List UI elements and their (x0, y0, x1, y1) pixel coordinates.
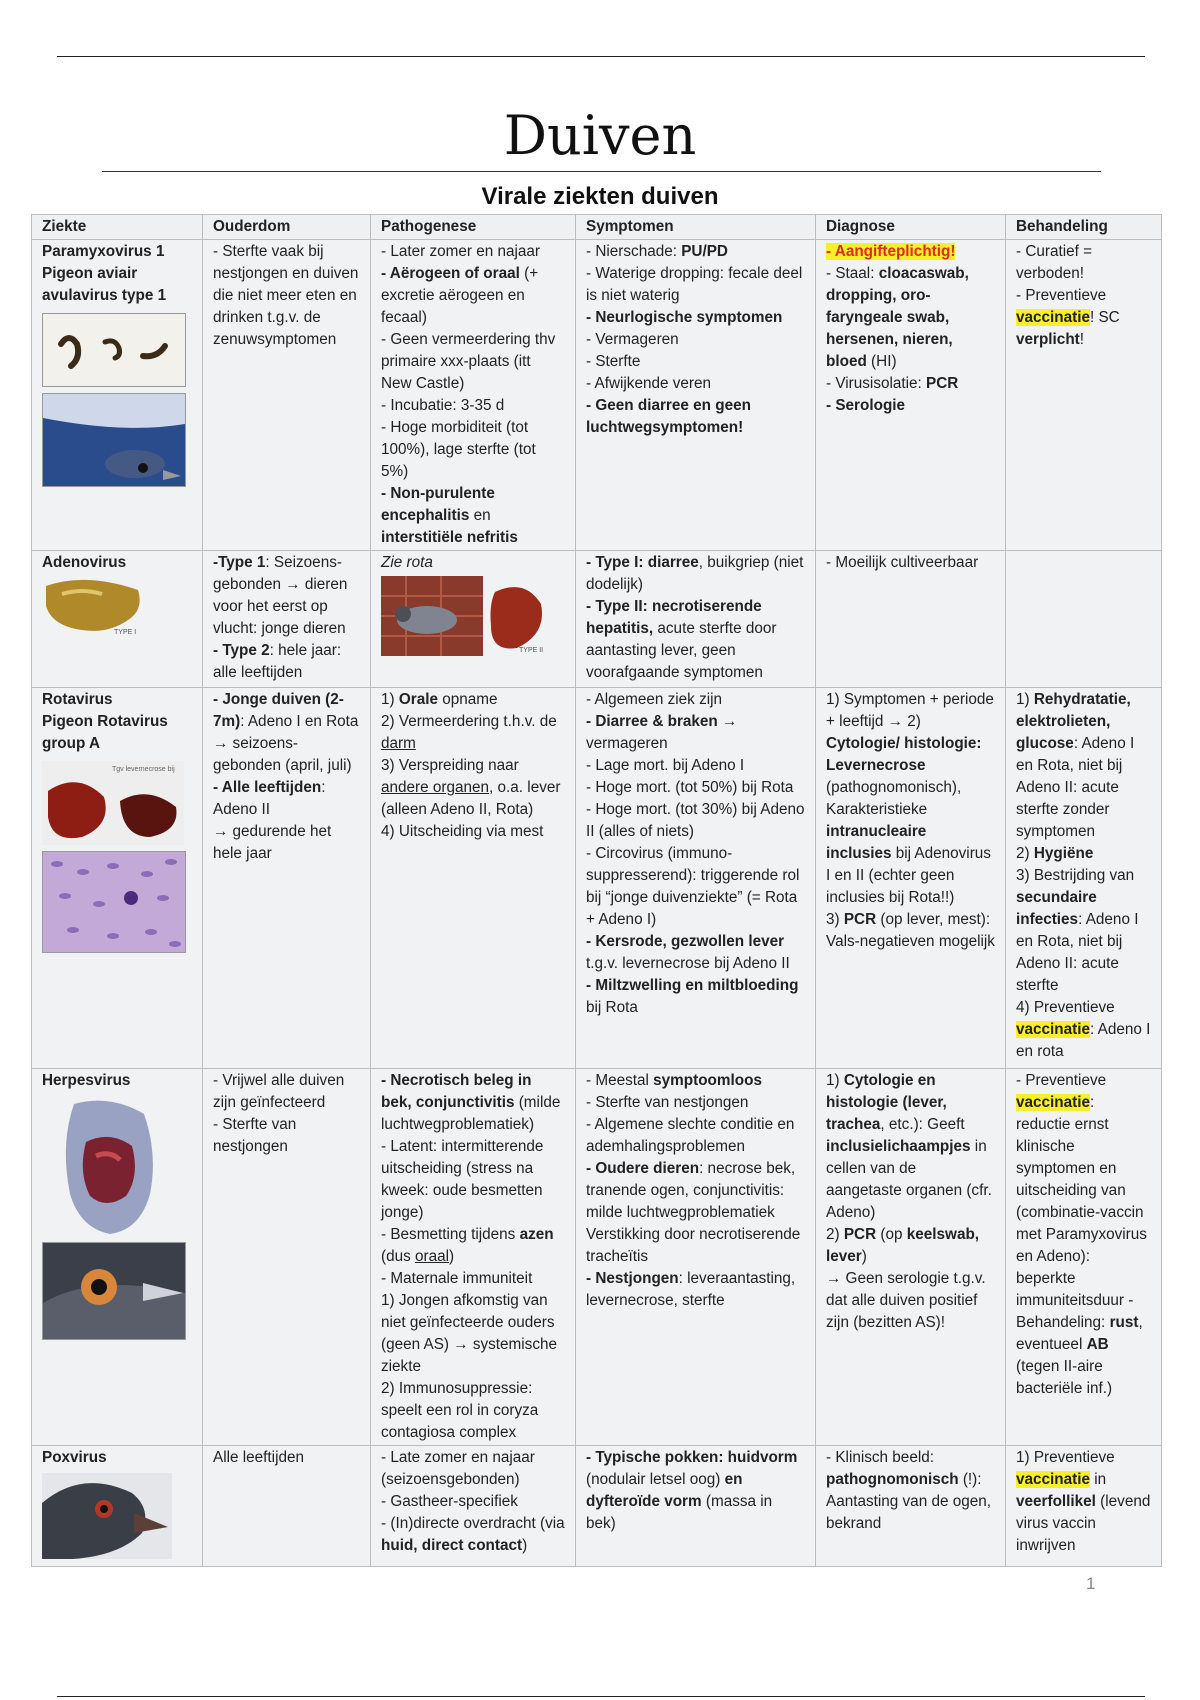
symp-bold: PU/PD (681, 243, 728, 260)
behan-text: 2) (1016, 845, 1034, 862)
cell-ziekte (32, 240, 203, 551)
symp-text: (nodulair letsel oog) (586, 1471, 725, 1488)
vaccination-highlight: vaccinatie (1016, 1471, 1090, 1488)
cell-ouderdom (203, 551, 371, 688)
diag-line (826, 241, 995, 263)
behan-line (1016, 1447, 1151, 1557)
path-line (381, 1224, 565, 1268)
symp-bold: - Typische pokken: huidvorm (586, 1449, 798, 1466)
adeno-pigeon-liver-photo (381, 576, 551, 656)
diag-text: (HI) (866, 353, 897, 370)
symp-line (586, 596, 805, 684)
diag-text: (pathognomonisch), Karakteristieke (826, 779, 962, 818)
path-line (381, 483, 565, 549)
diag-text: - Staal: (826, 265, 879, 282)
diag-text: 3) (826, 911, 844, 928)
cell-diagnose (816, 240, 1006, 551)
path-text: 1) (381, 691, 399, 708)
path-text: ) (522, 1537, 528, 1554)
page-number: 1 (1086, 1574, 1096, 1593)
cell-ziekte (32, 551, 203, 688)
behan-bold: verplicht (1016, 331, 1080, 348)
diag-line (826, 909, 995, 953)
symp-line: - Geen diarree en geen luchtwegsymptomen! (586, 397, 751, 436)
cell-behandeling (1006, 240, 1162, 551)
diag-bold: PCR (843, 1226, 877, 1243)
path-text: (dus (381, 1248, 416, 1265)
path-line: - Latent: intermitterende uitscheiding (stress na kweek: oude besmetten jonge) (381, 1138, 544, 1221)
path-line: - Geen vermeerdering thv primaire xxx-plaats (itt New Castle) (381, 331, 556, 392)
disease-table (31, 214, 1162, 1567)
diag-line: - Moeilijk cultiveerbaar (826, 554, 979, 571)
adeno-intestine-photo (42, 576, 146, 640)
vaccination-highlight: vaccinatie (1016, 1021, 1090, 1038)
symp-bold: - Diarree & braken → (586, 713, 738, 730)
symp-line (586, 241, 805, 263)
page-title: Duiven (503, 104, 697, 167)
herpes-eye-photo (42, 1242, 186, 1340)
paramyxo-feces-photo (42, 313, 186, 387)
diag-line (826, 689, 995, 909)
diag-text: in cellen van de aangetaste organen (cfr. Adeno) (826, 1138, 992, 1221)
path-underline: darm (381, 735, 416, 752)
ouderdom-line: - Vrijwel alle duiven zijn geïnfecteerd (213, 1072, 345, 1111)
path-bold: - Necrotisch beleg in bek, conjunctivitis (381, 1072, 532, 1111)
diag-bold: inclusielichaampjes (826, 1138, 971, 1155)
ouderdom-line: Alle leeftijden (213, 1449, 304, 1466)
symp-line: - Lage mort. bij Adeno I (586, 757, 745, 774)
path-line: Zie rota (381, 554, 433, 571)
ouderdom-text: : Adeno I en Rota → seizoens-gebonden (april, juli) (213, 713, 359, 774)
ouderdom-line: - Sterfte van nestjongen (213, 1116, 297, 1155)
path-line (381, 1513, 565, 1557)
symp-line (586, 975, 805, 1019)
disease-name-line2: Pigeon Rotavirus (42, 713, 168, 730)
path-line: - Late zomer en najaar (seizoensgebonden) (381, 1449, 535, 1488)
diag-text: (!): Aantasting van de ogen, bekrand (826, 1471, 991, 1532)
symp-line (586, 711, 805, 755)
symp-text: vermageren (586, 735, 668, 752)
pox-pigeon-photo (42, 1473, 172, 1559)
path-line: - Maternale immuniteit (381, 1270, 533, 1287)
behan-bold: secundaire infecties (1016, 889, 1097, 928)
header-diagnose: Diagnose (816, 215, 1006, 240)
diag-line (826, 1070, 995, 1224)
cell-symptomen (576, 551, 816, 688)
symp-text: (massa in bek) (586, 1493, 773, 1532)
behan-text: - Preventieve (1016, 1072, 1107, 1089)
diag-line (826, 373, 995, 395)
cell-diagnose (816, 551, 1006, 688)
disease-name: Poxvirus (42, 1449, 107, 1466)
behan-bold: Rehydratatie, elektrolieten, glucose (1016, 691, 1131, 752)
ouderdom-text: : Seizoens-gebonden → dieren voor het eerst op vlucht: jonge dieren (213, 554, 348, 637)
behan-line: - Curatief = verboden! (1016, 243, 1093, 282)
path-line: - Hoge morbiditeit (tot 100%), lage sterfte (tot 5%) (381, 419, 536, 480)
diag-line: - Serologie (826, 397, 906, 414)
diag-text: (op lever, mest): Vals-negatieven mogelijk (826, 911, 995, 950)
cell-behandeling (1006, 551, 1162, 688)
behan-bold: AB (1086, 1336, 1109, 1353)
behan-line (1016, 285, 1151, 351)
behan-text: ! (1079, 331, 1085, 348)
symp-text: t.g.v. levernecrose bij Adeno II (586, 955, 790, 972)
symp-bold: en dyfteroïde vorm (586, 1471, 743, 1510)
cell-ziekte (32, 1069, 203, 1446)
symp-bold: - Type I: diarree (586, 554, 699, 571)
path-line: - Incubatie: 3-35 d (381, 397, 505, 414)
table-header-row (32, 215, 1162, 240)
header-ziekte: Ziekte (32, 215, 203, 240)
path-text: , o.a. lever (alleen Adeno II, Rota) (381, 779, 561, 818)
path-bold: Orale (398, 691, 438, 708)
symp-line: - Circovirus (immuno-suppresserend): triggerende rol bij “jonge duivenziekte” (= Rota + Adeno I) (586, 845, 800, 928)
symp-bold: - Miltzwelling en miltbloeding (586, 977, 799, 994)
symp-text: acute sterfte door aantasting lever, geen voorafgaande symptomen (586, 620, 777, 681)
symp-text: - Meestal (586, 1072, 654, 1089)
ouderdom-line (213, 777, 360, 821)
symp-line (586, 1447, 805, 1535)
cell-diagnose (816, 1069, 1006, 1446)
disease-name: Rotavirus (42, 691, 113, 708)
diag-bold: Cytologie/ histologie: Levernecrose (826, 735, 982, 774)
behan-line (1016, 997, 1151, 1063)
behan-text: 1) Preventieve (1016, 1449, 1115, 1466)
path-line: - Gastheer-specifiek (381, 1493, 518, 1510)
behan-text: : Adeno I en Rota, niet bij Adeno II: acute sterfte (1016, 911, 1139, 994)
cell-ziekte (32, 688, 203, 1069)
path-text: opname (437, 691, 498, 708)
table-row-poxvirus (32, 1446, 1162, 1567)
cell-diagnose (816, 688, 1006, 1069)
path-line: - Later zomer en najaar (381, 243, 540, 260)
diag-bold: cloacaswab, dropping, oro-faryngeale swab, hersenen, nieren, bloed (826, 265, 969, 370)
symp-text: , buikgriep (niet dodelijk) (586, 554, 804, 593)
diag-text: - Klinisch beeld: (826, 1449, 934, 1466)
diag-bold: intranucleaire inclusies (826, 823, 927, 862)
path-line (381, 1070, 565, 1136)
behan-text: : reductie ernst klinische symptomen en uitscheiding van (combinatie-vaccin met Paramyxovirus en Adeno): beperkte immuniteitsduur - Behandeling: (1016, 1094, 1147, 1331)
symp-line: - Sterfte (586, 353, 641, 370)
behan-line (1016, 689, 1151, 843)
image-caption: TYPE II (519, 647, 544, 654)
path-underline: oraal (415, 1248, 450, 1265)
symp-line: - Vermageren (586, 331, 679, 348)
diag-text: bij Adenovirus I en II (echter geen inclusies bij Rota!!) (826, 845, 991, 906)
table-row-adenovirus (32, 551, 1162, 688)
symp-line: - Hoge mort. (tot 50%) bij Rota (586, 779, 794, 796)
behan-line (1016, 865, 1151, 997)
symp-line (586, 1268, 805, 1312)
path-line (381, 755, 565, 821)
path-text: - (In)directe overdracht (via (381, 1515, 565, 1532)
diag-text: - Virusisolatie: (826, 375, 927, 392)
disease-name: Adenovirus (42, 554, 127, 571)
path-line (381, 689, 565, 711)
ouderdom-line (213, 689, 360, 777)
symp-text: - Nierschade: (586, 243, 682, 260)
cell-ouderdom (203, 688, 371, 1069)
disease-name-line3: avulavirus type 1 (42, 287, 167, 304)
diag-line (826, 1224, 995, 1268)
ouderdom-bold: - Type 2 (213, 642, 270, 659)
diag-text: (op (876, 1226, 907, 1243)
diag-bold: Cytologie en histologie (lever, trachea (826, 1072, 947, 1133)
diag-text: ) (861, 1248, 867, 1265)
table-row-paramyxovirus (32, 240, 1162, 551)
ouderdom-text: - Sterfte vaak bij nestjongen en duiven die niet meer eten en drinken t.g.v. de zenuwsymptomen (213, 243, 359, 348)
path-underline: andere organen (381, 779, 490, 796)
behan-text: (levend virus vaccin inwrijven (1016, 1493, 1151, 1554)
path-line (381, 263, 565, 329)
path-bold: huid, direct contact (381, 1537, 523, 1554)
path-text: (+ excretie aërogeen en fecaal) (381, 265, 539, 326)
herpes-necropsy-photo (56, 1096, 160, 1236)
symp-line (586, 931, 805, 975)
vaccination-highlight: vaccinatie (1016, 1094, 1090, 1111)
path-text: ) (449, 1248, 455, 1265)
path-text: - Besmetting tijdens (381, 1226, 520, 1243)
cell-pathogenese (371, 688, 576, 1069)
symp-line (586, 1070, 805, 1092)
table-row-rotavirus (32, 688, 1162, 1069)
rota-liver-photo (42, 761, 184, 845)
footer-rule (57, 1696, 1145, 1697)
behan-text: - Preventieve (1016, 287, 1107, 304)
symp-line (586, 552, 805, 596)
header-symptomen: Symptomen (576, 215, 816, 240)
behan-bold: veerfollikel (1016, 1493, 1096, 1510)
diag-line (826, 263, 995, 373)
cell-pathogenese (371, 240, 576, 551)
ouderdom-text: : hele jaar: alle leeftijden (213, 642, 342, 681)
symp-bold: - Kersrode, gezwollen lever (586, 933, 785, 950)
disease-name: Paramyxovirus 1 (42, 243, 165, 260)
header-pathogenese: Pathogenese (371, 215, 576, 240)
behan-bold: Hygiëne (1033, 845, 1094, 862)
cell-behandeling (1006, 1069, 1162, 1446)
symp-bold: - Oudere dieren (586, 1160, 700, 1177)
ouderdom-bold: - Alle leeftijden (213, 779, 322, 796)
diag-line (826, 1447, 995, 1535)
cell-ouderdom (203, 1069, 371, 1446)
page-subtitle: Virale ziekten duiven (481, 183, 719, 210)
rota-histology-photo (42, 851, 186, 953)
path-text: 3) Verspreiding naar (381, 757, 519, 774)
header-ouderdom: Ouderdom (203, 215, 371, 240)
symp-line: - Waterige dropping: fecale deel is niet waterig (586, 265, 803, 304)
cell-ouderdom (203, 240, 371, 551)
symp-bold: - Type II: necrotiserende hepatitis, (586, 598, 762, 637)
path-bold: interstitiële nefritis (381, 529, 518, 546)
path-text: (milde luchtwegproblematiek) (381, 1094, 561, 1133)
behan-text: 1) (1016, 691, 1034, 708)
symp-line: - Sterfte van nestjongen (586, 1094, 749, 1111)
behan-text: ! SC (1089, 309, 1120, 326)
path-line: 1) Jongen afkomstig van niet geïnfecteerde ouders (geen AS) → systemische ziekte (381, 1292, 557, 1375)
diag-bold: PCR (843, 911, 877, 928)
symp-line (586, 1158, 805, 1268)
path-text: en (469, 507, 491, 524)
notifiable-highlight: - Aangifteplichtig! (826, 243, 956, 260)
behan-text: : Adeno I en Rota, niet bij Adeno II: acute sterfte zonder symptomen (1016, 735, 1135, 840)
diag-bold: pathognomonisch (826, 1471, 959, 1488)
behan-text: : Adeno I en rota (1016, 1021, 1151, 1060)
behan-text: , eventueel (1016, 1314, 1143, 1353)
cell-ziekte (32, 1446, 203, 1567)
disease-name-line2: Pigeon aviair (42, 265, 138, 282)
behan-text: 3) Bestrijding van (1016, 867, 1135, 884)
path-bold: azen (519, 1226, 554, 1243)
diag-text: 2) (826, 1226, 844, 1243)
diag-bold: PCR (926, 375, 959, 392)
path-text: 2) Vermeerdering t.h.v. de (381, 713, 557, 730)
cell-symptomen (576, 240, 816, 551)
symp-bold: symptoomloos (653, 1072, 762, 1089)
path-line (381, 711, 565, 755)
symp-text: bij Rota (586, 999, 638, 1016)
symp-line: - Algemene slechte conditie en ademhalingsproblemen (586, 1116, 795, 1155)
diag-text: , etc.): Geeft (880, 1116, 965, 1133)
ouderdom-line (213, 640, 360, 684)
image-caption: TYPE I (114, 629, 137, 636)
ouderdom-line (213, 552, 360, 640)
header-rule (57, 56, 1145, 57)
table-row-herpesvirus (32, 1069, 1162, 1446)
path-bold: - Aërogeen of oraal (381, 265, 520, 282)
diag-bold: keelswab, lever (826, 1226, 980, 1265)
symp-line: - Algemeen ziek zijn (586, 691, 723, 708)
symp-bold: - Nestjongen (586, 1270, 679, 1287)
diag-text: 1) (826, 1072, 844, 1089)
ouderdom-line: → gedurende het hele jaar (213, 823, 332, 862)
title-underline (102, 171, 1101, 172)
behan-text: (tegen II-aire bacteriële inf.) (1016, 1358, 1113, 1397)
behan-bold: rust (1109, 1314, 1139, 1331)
ouderdom-bold: - Jonge duiven (2-7m) (213, 691, 344, 730)
behan-line (1016, 843, 1151, 865)
cell-ouderdom (203, 1446, 371, 1567)
image-caption: Tgv levernecrose bij (112, 766, 175, 773)
paramyxo-pigeon-photo (42, 393, 186, 487)
diag-line: → Geen serologie t.g.v. dat alle duiven positief zijn (bezitten AS)! (826, 1270, 986, 1331)
symp-line: - Afwijkende veren (586, 375, 711, 392)
symp-line: - Neurlogische symptomen (586, 309, 783, 326)
path-bold: - Non-purulente encephalitis (381, 485, 495, 524)
path-line: 2) Immunosuppressie: speelt een rol in coryza contagiosa complex (381, 1380, 539, 1441)
symp-line: - Hoge mort. (tot 30%) bij Adeno II (alles of niets) (586, 801, 805, 840)
symp-text: : leveraantasting, levernecrose, sterfte (586, 1270, 796, 1309)
behan-text: 4) Preventieve (1016, 999, 1115, 1016)
behan-text: in (1089, 1471, 1107, 1488)
cell-symptomen (576, 1069, 816, 1446)
cell-diagnose (816, 1446, 1006, 1567)
path-line: 4) Uitscheiding via mest (381, 823, 544, 840)
header-behandeling: Behandeling (1006, 215, 1162, 240)
vaccination-highlight: vaccinatie (1016, 309, 1090, 326)
ouderdom-bold: -Type 1 (213, 554, 266, 571)
cell-pathogenese (371, 551, 576, 688)
disease-name: Herpesvirus (42, 1072, 131, 1089)
cell-symptomen (576, 688, 816, 1069)
cell-symptomen (576, 1446, 816, 1567)
cell-behandeling (1006, 1446, 1162, 1567)
cell-pathogenese (371, 1069, 576, 1446)
symp-text: : necrose bek, tranende ogen, conjunctivitis: milde luchtwegproblematiek Verstikking door necrotiserende tracheïtis (586, 1160, 801, 1265)
behan-line (1016, 1070, 1151, 1400)
ouderdom-text: : Adeno II (213, 779, 326, 818)
cell-pathogenese (371, 1446, 576, 1567)
diag-text: 1) Symptomen + periode + leeftijd → 2) (826, 691, 994, 730)
disease-name-line3: group A (42, 735, 101, 752)
cell-behandeling (1006, 688, 1162, 1069)
